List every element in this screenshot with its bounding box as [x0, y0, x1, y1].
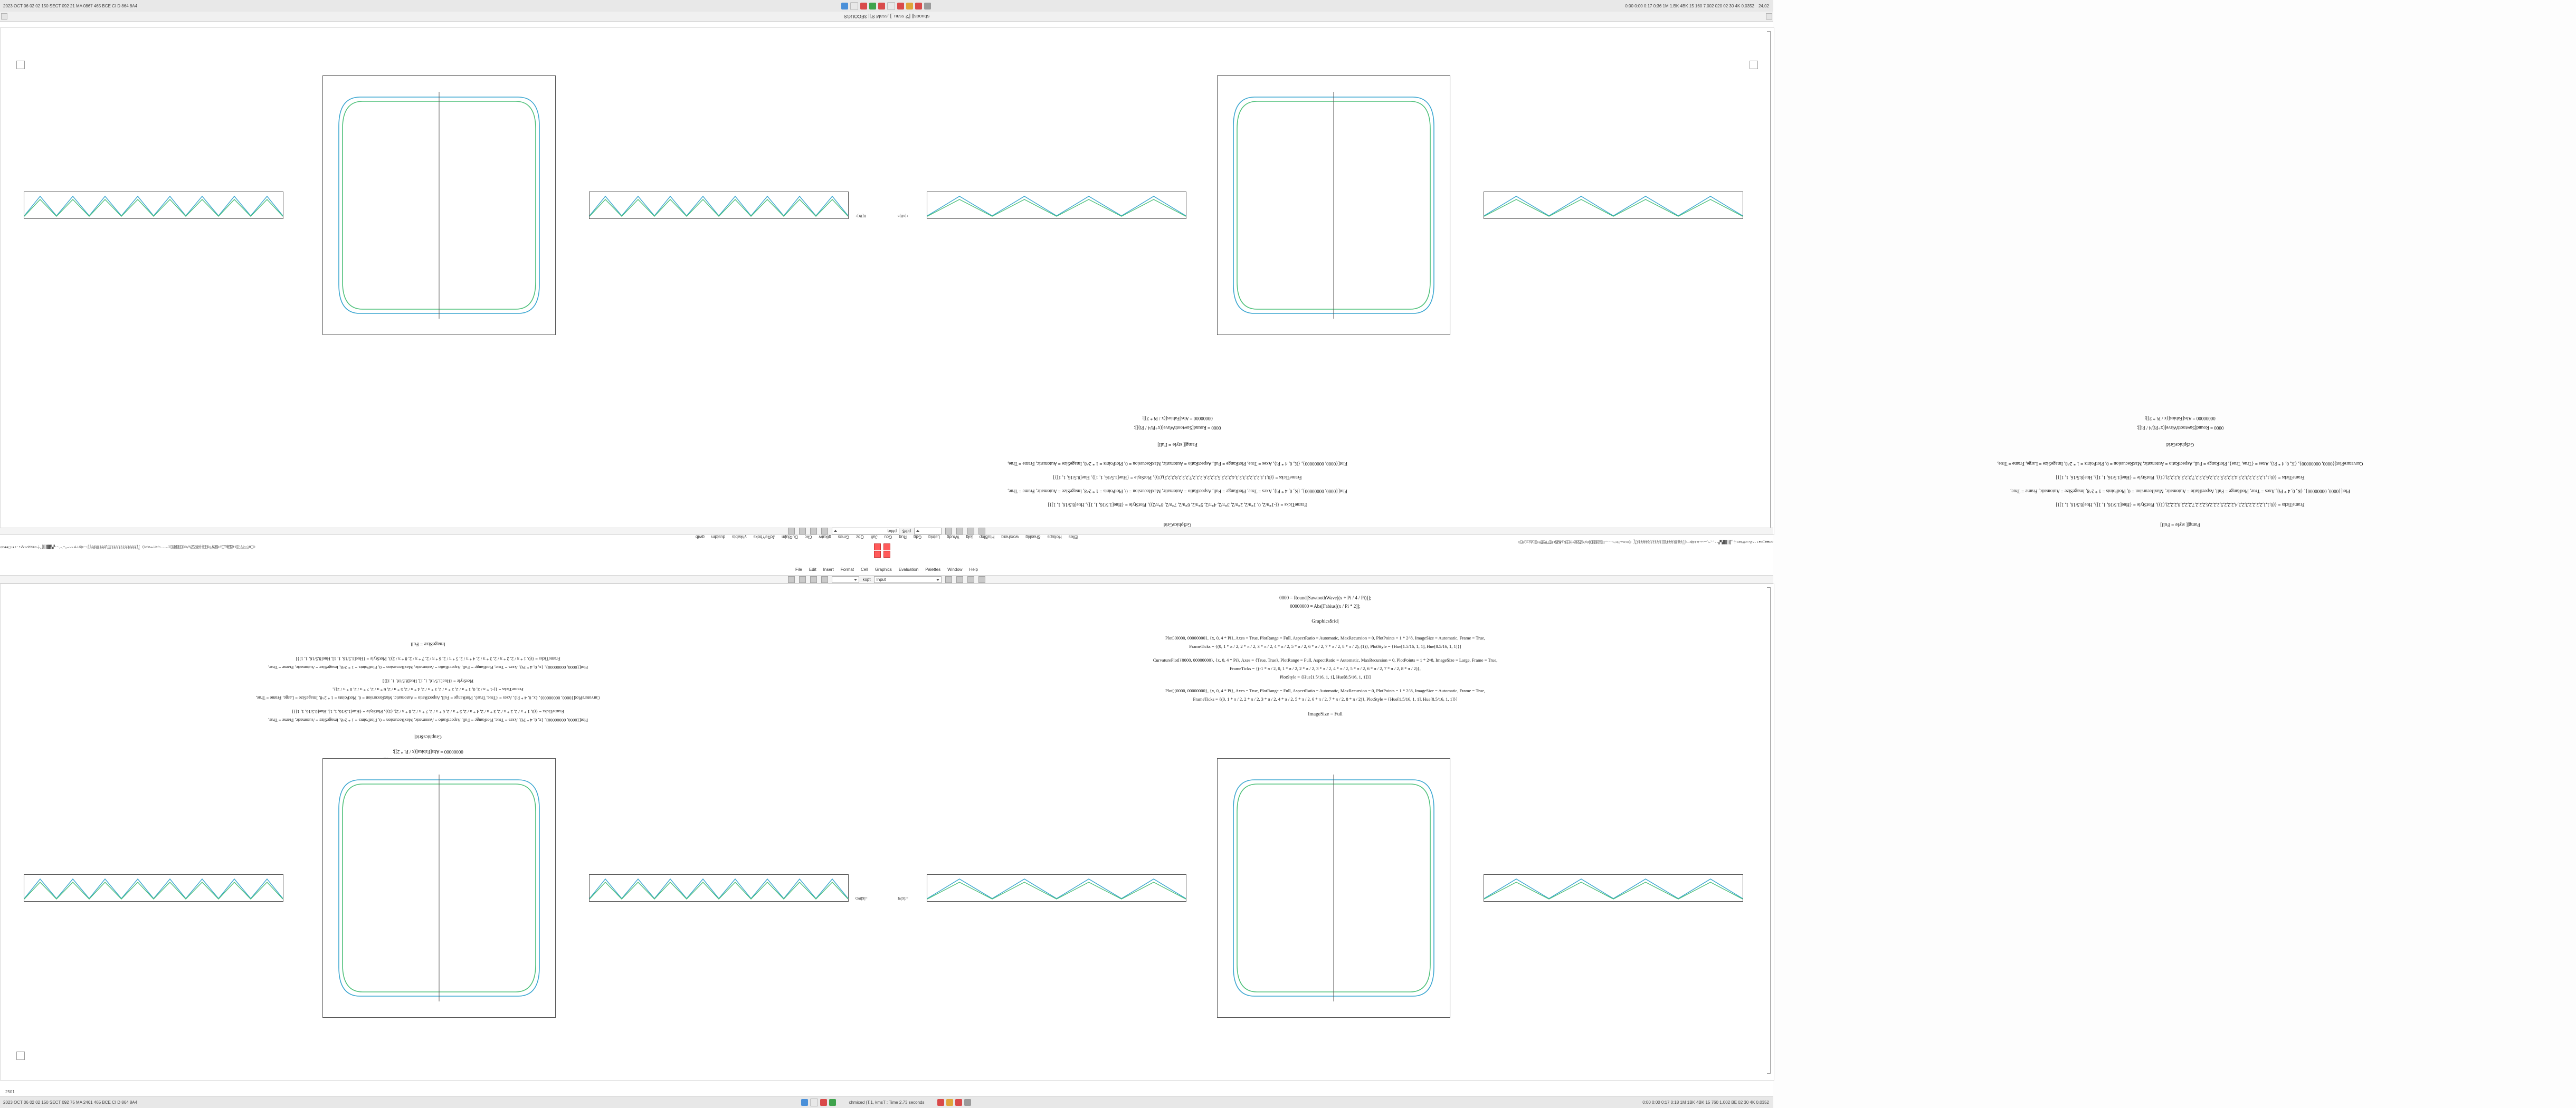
format-toolbar-upper[interactable] — [0, 528, 1773, 535]
notebook-top-code-region[interactable] — [1, 345, 2363, 534]
menu-item-9[interactable]: Ruq — [899, 534, 907, 540]
plot-sawtooth-7 — [927, 874, 1186, 902]
plot-label-out-bottom: Out[9]= — [856, 896, 868, 901]
menu-item-12[interactable]: Qbz — [856, 534, 864, 540]
br-code-8[interactable]: Plot[{0000, 00000000}, {x, 0, 4 * Pi}, Axes = True, PlotRange = Full, AspectRatio = Automatic, MaxRecursion = 0, PlotPoints = 1 * 2^8, ImageSize = Automatic, Frame = True, — [1165, 688, 1486, 693]
window-title-bar[interactable] — [0, 12, 1773, 22]
br-code-9[interactable]: FrameTicks = {(0, 1 * π / 2, 2 * π / 2, 3 * π / 2, 4 * π / 2, 5 * π / 2, 6 * π / 2, 7 * π / 2, 8 * π / 2)}, PlotStyle = {Hue[1.5/16, 1, 1], Hue[8.5/16, 1, 1]}] — [1193, 696, 1458, 702]
system-status-right: 0:00 0:00 0:17 0:36 1M 1.BK 4BK 15 160 7.002 020 02 30 4K 0.0352 — [1625, 3, 1754, 8]
toolbar2-button-a[interactable] — [788, 576, 795, 583]
br-code-5[interactable]: CurvaturePlot[{0000, 00000000}, {x, 0, 4 * Pi}, Axes = {True, True}, PlotRange = Full, AspectRatio = Automatic, MaxRecursion = 0, PlotPoints = 1 * 2^8, ImageSize = Large, Frame = True, — [1153, 657, 1498, 663]
toolbar-button-h[interactable] — [788, 528, 795, 535]
terminal-icon[interactable] — [869, 3, 876, 9]
glyph-ribbon-lower: ◇◻◆◈⬚▫▪∙·‣⁂⌁⌂⌘⌥⎈⎋⏚␣▒░▓█▚▞◜◝◞◟◠◡⌢⌣⟀⟁⟂⟃⟄⌐¬⌠⌡∮∯∰∱∲∳⨋⨌⨍⨎⨏⨐⨑⨒⨓⨔⨕⨖⨗⨘⨙⨚⨛⨜ ⌬⌭⌮⌯⌰⌱⌲⌳⌴⌵⌶⌷⌸⌹⌺⌻⌼⌽⌾⌿⍀⍁⍂⍃⍄⍅⍆⍇⍈⍉⍊⍋⍌⍍⍎⍏⍐⍑⍒⍓⍔⍕⍖⍗⍘⍙⍚⍛⍜⍝⍞⍟ — [0, 545, 255, 549]
input-dropdown[interactable]: Input — [874, 576, 942, 583]
plot-curvature-curve-1 — [323, 76, 555, 335]
plot-curve-1 — [24, 192, 283, 218]
style-dropdown-small[interactable] — [914, 528, 942, 535]
window-minimize-button[interactable] — [1, 13, 7, 20]
system-clock-right: 24,02 — [1758, 3, 1769, 8]
toolbar2-button-h[interactable] — [978, 576, 985, 583]
footer-line-2[interactable]: 00000000 = Abs[Fabius[(x / Pi * 2]]; — [2145, 416, 2216, 421]
record-buttons[interactable] — [873, 543, 891, 550]
plot-curvature-1 — [322, 75, 556, 335]
plot-curve-2 — [590, 192, 848, 218]
menu-row-lower[interactable] — [0, 566, 1773, 572]
code-line-3[interactable]: FrameTicks = {(0,1,1,2,2,2,2,3,2,3,4,2,2,2,5,2,2,2,6,2,2,2,7,2,2,2,8,2,2,2),(1)}, PlotStyle = {Hue[1.5/16, 1, 1]}, Hue[8.5/16, 1, 1]}] — [2056, 475, 2305, 480]
menu-item-17[interactable]: JcReYboks — [753, 534, 775, 540]
footer-line-3[interactable]: 0000 = Round[SawtoothWave[(x÷Pi/4 / Pi)]]; — [1134, 425, 1221, 431]
files-icon[interactable] — [878, 3, 885, 9]
code-line-8[interactable]: Plot[{0000, 00000000}, {K, 0, 4 * Pi}, Axes = True, PlotRange = Full, AspectRatio = Automatic, MaxRecursion = 0, PlotPoints = 1 * 2^8, ImageSize = Automatic, Frame = True, — [1007, 461, 1347, 466]
toolbar2-button-c[interactable] — [810, 576, 817, 583]
plot-row-bottom — [1, 785, 1774, 1069]
menu-main-file[interactable]: File — [795, 567, 802, 572]
plot-sawtooth-2 — [589, 192, 849, 219]
bl-out-grid: Graphics$rid| — [414, 734, 442, 739]
input-dropdown-small[interactable] — [832, 576, 859, 583]
toolbar-button-f[interactable] — [810, 528, 817, 535]
plot-curve-3 — [927, 192, 1186, 218]
window-close-button[interactable] — [1766, 13, 1772, 20]
vscode-icon[interactable] — [820, 1099, 827, 1106]
bottom-status-right: 0:00 0:00 0:17 0:18 1M 1BK 4BK 15 760 1.002 BE 02 30 4K 0.0352 — [1642, 1100, 1769, 1105]
system-bar-right — [1389, 4, 1773, 8]
out-label-grid-2: Pamg|[ style = Full] — [1157, 442, 1197, 447]
menu-item-2[interactable]: Shaskig — [1025, 534, 1041, 540]
menu-item-4[interactable]: HtuBlop — [979, 534, 995, 540]
calc-icon[interactable] — [897, 3, 904, 9]
br-code-4[interactable]: FrameTicks = {(0, 1 * π / 2, 2 * π / 2, 3 * π / 2, 4 * π / 2, 5 * π / 2, 6 * π / 2, 7 * π / 2, 8 * π / 2), (1)}, PlotStyle = {Hue[1.5/16, 1, 1], Hue[8.5/16, 1, 1]}] — [1189, 644, 1461, 649]
menu-item-19[interactable]: dustdm — [711, 534, 726, 540]
plot-curvature-2 — [1217, 75, 1450, 335]
br-code-1[interactable]: 00000000 = Abs[Fabius[(x / Pi * 2]]; — [1290, 604, 1361, 609]
settings-icon-bottom[interactable] — [964, 1099, 971, 1106]
chrome-icon[interactable] — [801, 1099, 808, 1106]
menu-item-0[interactable]: Elles — [1068, 534, 1078, 540]
plot-curvature-3 — [322, 758, 556, 1018]
editor-icon[interactable] — [887, 2, 895, 10]
system-tray[interactable] — [383, 2, 1389, 10]
notebook-bottom[interactable] — [0, 584, 1774, 1081]
br-out-imagesize: ImageSize = Full — [1308, 712, 1343, 717]
br-code-3[interactable]: Plot[{0000, 00000000}, {x, 0, 4 * Pi}, Axes = True, PlotRange = Full, AspectRatio = Automatic, MaxRecursion = 0, PlotPoints = 1 * 2^8, ImageSize = Automatic, Frame = True, — [1165, 635, 1486, 641]
calendar-icon[interactable] — [810, 1099, 818, 1106]
bottom-tray[interactable] — [383, 1099, 1389, 1106]
record-button-1[interactable] — [874, 543, 881, 550]
toolbar2-button-e[interactable] — [945, 576, 952, 583]
plot-sawtooth-8 — [1484, 874, 1743, 902]
code-column-left-mirrored[interactable] — [43, 595, 813, 763]
toolbar-button-b[interactable] — [967, 528, 974, 535]
footer-line-4[interactable]: 00000000 = Abs[Fabius[(x / Pi * 2]]; — [1142, 416, 1213, 421]
menu-main-edit[interactable]: Edit — [809, 567, 816, 572]
menu-item-5[interactable]: jalg — [966, 534, 973, 540]
code-line-4[interactable]: CurvaturePlot[{0000, 00000000}, {K, 0, 4 * Pi}, Axes = {True, True}, PlotRange = Full, AspectRatio = Automatic, MaxRecursion = 0, PlotPoints = 1 * 2^8, ImageSize = Large, Frame = True, — [1997, 461, 2363, 466]
toolbar-button-d[interactable] — [945, 528, 952, 535]
menu-main-graphics[interactable]: Graphics — [874, 567, 892, 572]
menu-item-15[interactable]: Ckc — [804, 534, 812, 540]
plot-sawtooth-5 — [24, 874, 283, 902]
bl-code-3[interactable]: Plot[{0000, 00000000}, {x, 0, 4 * Pi}, Axes = True, PlotRange = Full, AspectRatio = Automatic, MaxRecursion = 0, PlotPoints = 1 * 2^8, ImageSize = Automatic, Frame = True, — [268, 718, 588, 723]
format-toolbar-lower[interactable] — [0, 575, 1773, 584]
toolbar2-button-g[interactable] — [967, 576, 974, 583]
toolbar-button-e[interactable] — [821, 528, 828, 535]
plot-curve-6 — [590, 875, 848, 901]
spreadsheet-icon[interactable] — [829, 1099, 836, 1106]
menu-item-20[interactable]: gwtb — [695, 534, 705, 540]
bl-code-7[interactable]: PlotStyle = {Hue[1.5/16, 1, 1], Hue[8.5/16, 1, 1]}] — [382, 679, 474, 684]
menu-item-3[interactable]: worsherg — [1001, 534, 1019, 540]
status-text: chmiced (T.1, kmsT : Time 2.73 seconds — [849, 1100, 925, 1105]
menu-main-help[interactable]: Help — [969, 567, 978, 572]
menu-item-13[interactable]: Gmes — [838, 534, 850, 540]
top-system-bar — [0, 0, 1773, 12]
window-title: sbuods|| ['2 ssau_] ,ssaM S'|| 3ECOUGS — [843, 14, 930, 19]
menu-item-18[interactable]: yhkabts — [732, 534, 747, 540]
toolbar-button-g[interactable] — [799, 528, 806, 535]
menu-main-palettes[interactable]: Palettes — [925, 567, 941, 572]
plot-curvature-4 — [1217, 758, 1450, 1018]
menu-item-16[interactable]: DuRlujm — [782, 534, 798, 540]
record-button-4[interactable] — [883, 551, 890, 558]
plot-label-in-bottom: In[9]:= — [898, 896, 908, 901]
bl-code-5[interactable]: CurvaturePlot[{0000, 00000000}, {x, 0, 4 * Pi}, Axes = {True, True}, PlotRange = Full, AspectRatio = Automatic, MaxRecursion = 0, PlotPoints = 1 * 2^8, ImageSize = Large, Frame = True, — [255, 695, 601, 701]
menu-item-7[interactable]: Letnig — [928, 534, 940, 540]
footer-line-1[interactable]: 0000 = Round[SawtoothWave[(x÷Pi)/4 / Pi]]; — [2136, 425, 2224, 431]
system-clock-left: 2023 OCT 06 02 02 150 SECT 092 21 MA 0867 465 BCE CI D 864 8A4 — [3, 3, 138, 8]
music-icon[interactable] — [915, 3, 922, 9]
menu-main-window[interactable]: Window — [947, 567, 963, 572]
menu-item-1[interactable]: Holtups — [1047, 534, 1062, 540]
plot-curve-5 — [24, 875, 283, 901]
toolbar2-button-b[interactable] — [799, 576, 806, 583]
plot-sawtooth-6 — [589, 874, 849, 902]
record-buttons-2[interactable] — [873, 551, 891, 558]
browser-icon[interactable] — [841, 3, 848, 9]
code-line-6[interactable]: Plot[{0000, 00000000}, {K, 0, 4 * Pi}, Axes = True, PlotRange = Full, AspectRatio = Automatic, MaxRecursion = 0, PlotPoints = 1 * 2^8, ImageSize = Automatic, Frame = True, — [1007, 489, 1347, 494]
menu-main-format[interactable]: Format — [840, 567, 854, 572]
bottom-clock-left: 2023 OCT 06 02 02 150 SECT 092 75 MA 2461 465 BCE CI D 864 8A4 — [3, 1100, 138, 1105]
toolbar2-button-d[interactable] — [821, 576, 828, 583]
code-line-7[interactable]: FrameTicks = {(0,1,1,2,2,2,2,3,2,3,4,2,2,2,5,2,2,2,6,2,2,2,7,2,2,2,8,2,2,2),(1)}, PlotStyle = {Hue[1.5/16, 1, 1]}, Hue[8.5/16, 1, 1]}] — [1053, 475, 1302, 480]
plot-curve-4 — [1484, 192, 1743, 218]
menu-item-11[interactable]: Jaft — [870, 534, 878, 540]
menu-main-evaluation[interactable]: Evaluation — [898, 567, 919, 572]
plot-curvature-curve-3 — [323, 759, 555, 1017]
system-bar-left — [0, 4, 383, 8]
plot-curvature-curve-2 — [1218, 76, 1450, 335]
music-icon-bottom[interactable] — [946, 1099, 953, 1106]
menu-main-cell[interactable]: Cell — [861, 567, 868, 572]
style-dropdown[interactable]: phkq — [832, 528, 899, 535]
plot-label-in-left: +[nB]n — [898, 214, 909, 218]
toolbar-button-c[interactable] — [956, 528, 963, 535]
plot-row-top — [1, 44, 1774, 308]
code-line-2[interactable]: Plot[{0000, 00000000}, {K, 0, 4 * Pi}, Axes = True, PlotRange = Full, AspectRatio = Automatic, MaxRecursion = 0, PlotPoints = 1 * 2^8, ImageSize = Automatic, Frame = True, — [2010, 489, 2350, 494]
plot-sawtooth-4 — [1484, 192, 1743, 219]
input-label: kopt — [862, 577, 871, 582]
out-label-pamg-2: Gr$phicsGrid — [1163, 522, 1192, 527]
br-code-7[interactable]: PlotStyle = {Hue[1.5/16, 1, 1], Hue[8.5/16, 1, 1]}] — [1279, 674, 1371, 680]
notes-icon[interactable] — [906, 3, 913, 9]
plot-sawtooth-1 — [24, 192, 283, 219]
bottom-tab-label: 2501 — [5, 1090, 15, 1094]
bl-code-4[interactable]: FrameTicks = {(0, 1 * π / 2, 2 * π / 2, 3 * π / 2, 4 * π / 2, 5 * π / 2, 6 * π / 2, 7 * π / 2, 8 * π / 2), (1)}, PlotStyle = {Hue[1.5/16, 1, 1], Hue[8.5/16, 1, 1]}] — [292, 709, 564, 714]
menu-main-insert[interactable]: Insert — [823, 567, 834, 572]
code-line-5[interactable]: FrameTicks = {(-1*π/2, 0, 1*π/2, 2*π/2, 3*π/2, 4*π/2, 5*π/2, 6*π/2, 7*π/2, 8*π/2)}, PlotStyle = {Hue[1.5/16, 1, 1]}, Hue[8.5/16, 1, 1]}] — [1048, 502, 1307, 508]
bottom-system-bar — [0, 1096, 1773, 1108]
bl-out-imagesize: ImageSize = Full — [411, 641, 445, 646]
br-out-grid: Graphics$rid| — [1311, 619, 1339, 624]
notebook-top[interactable] — [0, 27, 2363, 535]
plot-sawtooth-3 — [927, 192, 1186, 219]
br-code-6[interactable]: FrameTicks = {(-1 * π / 2, 0, 1 * π / 2, 2 * π / 2, 3 * π / 2, 4 * π / 2, 5 * π / 2, 6 * π / 2, 7 * π / 2, 8 * π / 2)}, — [1230, 666, 1421, 671]
plot-curvature-curve-4 — [1218, 759, 1450, 1017]
out-label-grid: Gr$phicsGrid — [2166, 442, 2194, 447]
plot-curve-8 — [1484, 875, 1743, 901]
bl-code-9[interactable]: FrameTicks = {(0, 1 * π / 2, 2 * π / 2, 3 * π / 2, 4 * π / 2, 5 * π / 2, 6 * π / 2, 7 * π / 2, 8 * π / 2)}, PlotStyle = {Hue[1.5/16, 1, 1], Hue[8.5/16, 1, 1]}] — [296, 656, 560, 662]
mail-icon[interactable] — [850, 2, 858, 10]
plot-curve-7 — [927, 875, 1186, 901]
photos-icon[interactable] — [937, 1099, 944, 1106]
out-label-pamg: Pamg|[ style = Full] — [2160, 522, 2200, 527]
settings-icon[interactable] — [924, 3, 931, 9]
style-label: pdr$ — [902, 529, 911, 534]
menu-item-6[interactable]: Wrudg — [946, 534, 959, 540]
menu-item-14[interactable]: gtkutw — [819, 534, 831, 540]
terminal-icon-bottom[interactable] — [955, 1099, 962, 1106]
bottom-bar-left — [0, 1100, 383, 1105]
bl-code-6[interactable]: FrameTicks = {(-1 * π / 2, 0, 1 * π / 2, 2 * π / 2, 3 * π / 2, 4 * π / 2, 5 * π / 2, 6 * π / 2, 7 * π / 2, 8 * π / 2)}, — [332, 687, 524, 692]
menu-item-10[interactable]: Gcu — [884, 534, 892, 540]
menu-item-8[interactable]: Gdg — [913, 534, 922, 540]
toolbar-button-a[interactable] — [978, 528, 985, 535]
bl-code-8[interactable]: Plot[{0000, 00000000}, {x, 0, 4 * Pi}, Axes = True, PlotRange = Full, AspectRatio = Automatic, MaxRecursion = 0, PlotPoints = 1 * 2^8, ImageSize = Automatic, Frame = True, — [268, 665, 588, 670]
media-icon[interactable] — [860, 3, 867, 9]
toolbar2-button-f[interactable] — [956, 576, 963, 583]
record-button-3[interactable] — [874, 551, 881, 558]
code-column-right[interactable] — [929, 595, 1721, 763]
plot-label-out-left: H[Bt]+ — [856, 214, 867, 218]
code-line-1[interactable]: FrameTicks = {(0,1,1,2,2,2,2,3,2,3,4,2,2,2,5,2,2,2,6,2,2,2,7,2,2,2,8,2,2,2),(1)}, PlotStyle = {Hue[1.5/16, 1, 1]}, Hue[8.5/16, 1, 1]}] — [2056, 502, 2305, 508]
bottom-bar-right — [1389, 1100, 1773, 1105]
glyph-ribbon-upper: ◇◻◆◈⬚▫▪∙·‣⁂⌁⌂⌘⌥⎈⎋⏚␣▒░▓█▚▞◜◝◞◟◠◡⌢⌣⟀⟁⟂⟃⟄⌐¬⌠⌡∮∯∰∱∲∳⨋⨌⨍⨎⨏⨐⨑⨒⨓⨔⨕⨖⨗⨘⨙⨚⨛⨜ ⌬⌭⌮⌯⌰⌱⌲⌳⌴⌵⌶⌷⌸⌹⌺⌻⌼⌽⌾⌿⍀⍁⍂⍃⍄⍅⍆⍇⍈⍉⍊⍋⍌⍍⍎⍏⍐⍑⍒⍓⍔⍕⍖⍗⍘⍙⍚⍛⍜⍝⍞⍟ — [1518, 540, 1773, 544]
record-button-2[interactable] — [883, 543, 890, 550]
br-code-0[interactable]: 0000 = Round[SawtoothWave[(x ÷ Pi / 4 / Pi)]]; — [1279, 595, 1371, 600]
bl-code-1[interactable]: 00000000 = Abs[Fabius[(x / Pi * 2]]; — [393, 749, 463, 754]
